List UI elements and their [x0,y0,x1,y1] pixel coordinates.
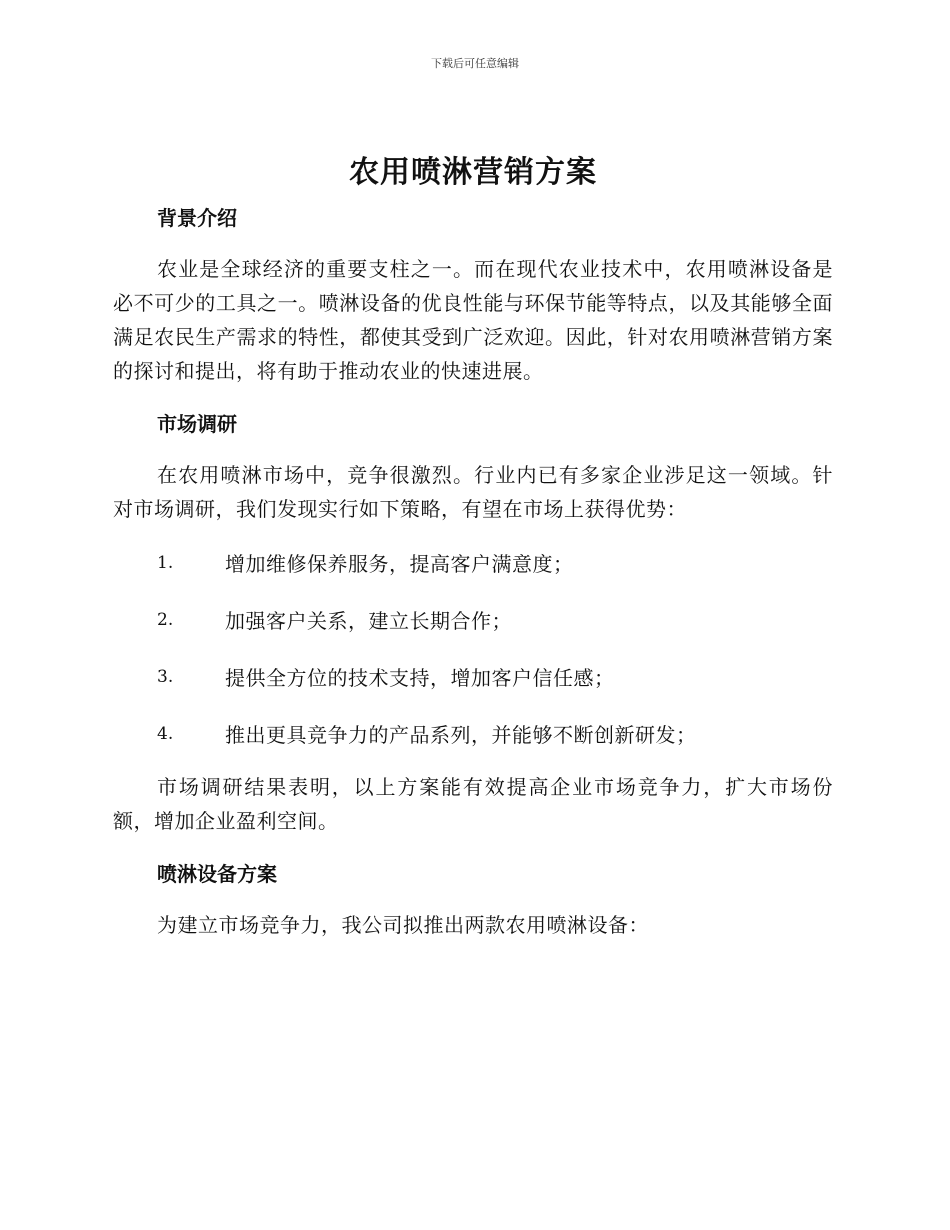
document-title: 农用喷淋营销方案 [349,155,597,190]
list-item-text: 增加维修保养服务，提高客户满意度； [225,552,574,576]
list-item [113,648,833,705]
section-heading-market: 市场调研 [157,412,237,436]
list-item-number: 1. [157,552,174,573]
background-paragraph: 农业是全球经济的重要支柱之一。而在现代农业技术中，农用喷淋设备是必不可少的工具之一。喷淋设备的优良性能与环保节能等特点，以及其能够全面满足农民生产需求的特性，都使其受到广泛欢迎。因此，针对农用喷淋营销方案的探讨和提出，将有助于推动农业的快速进展。 [113,257,833,383]
list-item [113,534,833,591]
strategy-list [113,534,833,762]
list-item [113,591,833,648]
list-item-number: 2. [157,609,174,630]
section-heading-equipment: 喷淋设备方案 [157,862,277,886]
list-item-text: 加强客户关系，建立长期合作； [225,609,512,633]
section-heading-background: 背景介绍 [157,206,237,230]
document-body [113,150,833,942]
list-item-text: 提供全方位的技术支持，增加客户信任感； [225,666,615,690]
list-item-number: 4. [157,723,174,744]
list-item-number: 3. [157,666,174,687]
market-conclusion-paragraph: 市场调研结果表明，以上方案能有效提高企业市场竞争力，扩大市场份额，增加企业盈利空间。 [113,775,833,833]
list-item-text: 推出更具竞争力的产品系列，并能够不断创新研发； [225,723,697,747]
equipment-intro-paragraph: 为建立市场竞争力，我公司拟推出两款农用喷淋设备： [157,913,649,937]
market-intro-paragraph: 在农用喷淋市场中，竞争很激烈。行业内已有多家企业涉足这一领域。针对市场调研，我们发现实行如下策略，有望在市场上获得优势： [113,463,833,521]
list-item [113,705,833,762]
page-header-note: 下载后可任意编辑 [431,57,519,70]
